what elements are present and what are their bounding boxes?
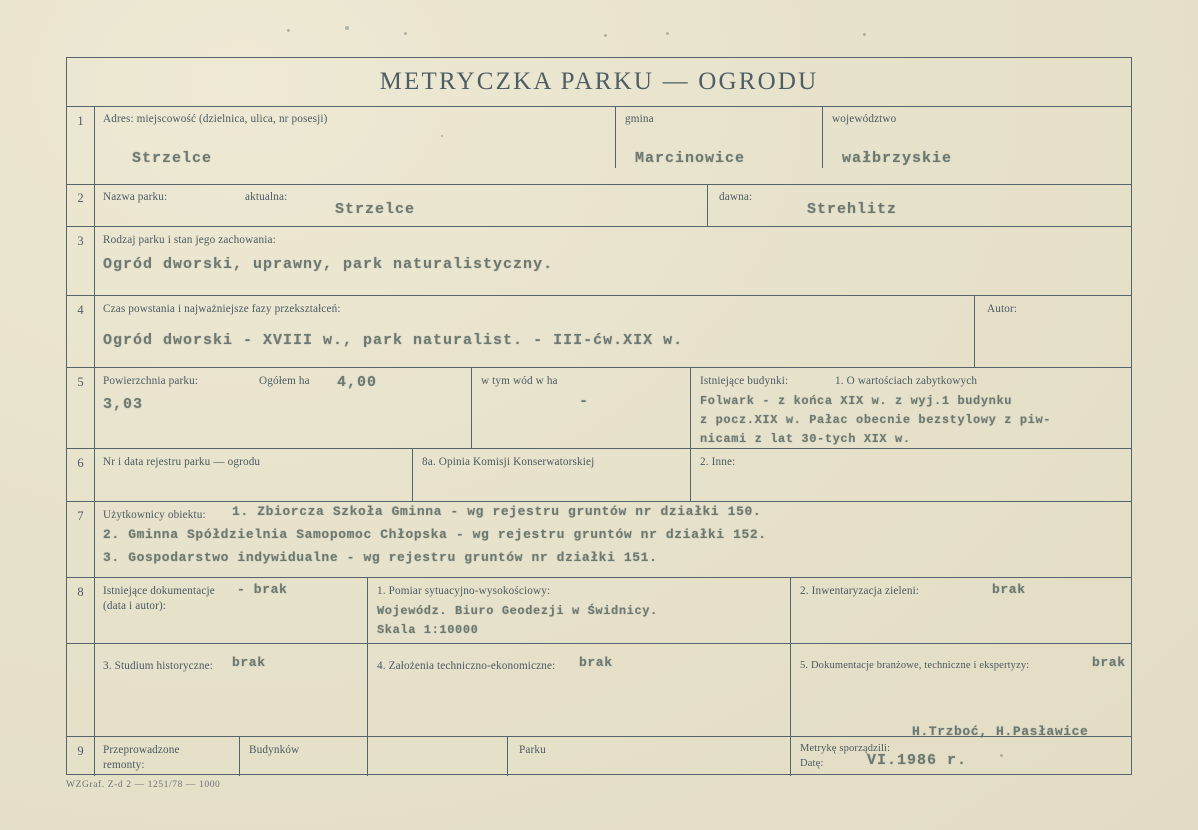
row-number: 6 (77, 456, 84, 470)
label-park-type: Rodzaj parku i stan jego zachowania: (103, 234, 276, 246)
value-buildings-line-2: z pocz.XIX w. Pałac obecnie bezstylowy z piw- (700, 413, 1052, 427)
label-doc-3: 3. Studium historyczne: (103, 660, 214, 672)
value-area-total: 4,00 (337, 374, 378, 391)
row-number: 9 (77, 744, 84, 758)
label-doc-5: 5. Dokumentacje branżowe, techniczne i ekspertyzy: (800, 660, 1030, 671)
label-doc-4: 4. Założenia techniczno-ekonomiczne: (377, 660, 556, 672)
label-date: Datę: (800, 758, 824, 769)
value-gmina: Marcinowice (635, 150, 746, 167)
divider (67, 367, 1131, 368)
row-number: 4 (77, 303, 84, 317)
value-current-name: Strzelce (335, 201, 416, 218)
label-wojewodztwo: województwo (832, 113, 897, 125)
divider (707, 184, 708, 226)
print-code-footer: WZGraf. Z-d 2 — 1251/78 — 1000 (66, 780, 221, 790)
divider (471, 367, 472, 448)
value-doc-1-line-1: Wojewódz. Biuro Geodezji w Świdnicy. (377, 604, 658, 618)
divider (67, 577, 1131, 578)
divider (615, 106, 616, 168)
label-prepared-by: Metrykę sporządzili: (800, 743, 891, 754)
divider (67, 226, 1131, 227)
value-area: 3,03 (103, 396, 144, 413)
label-existing-buildings: Istniejące budynki: (700, 375, 789, 387)
row-number: 7 (77, 509, 84, 523)
page-title: METRYCZKA PARKU — OGRODU (379, 68, 819, 95)
value-former-name: Strehlitz (807, 201, 898, 218)
label-former-name: dawna: (719, 191, 753, 203)
divider (67, 295, 1131, 296)
row-number: 3 (77, 234, 84, 248)
value-user-line-3: 3. Gospodarstwo indywidualne - wg rejestru gruntów nr działki 151. (103, 550, 658, 565)
value-user-line-2: 2. Gminna Spółdzielnia Samopomoc Chłopska - wg rejestru gruntów nr działki 152. (103, 527, 767, 542)
divider (690, 367, 691, 448)
value-date: VI.1986 r. (867, 752, 968, 769)
paper-speckle (863, 33, 866, 36)
value-park-type: Ogród dworski, uprawny, park naturalistyczny. (103, 256, 554, 273)
divider (67, 184, 1131, 185)
label-existing-documentation: Istniejące dokumentacje (103, 585, 215, 597)
label-other: 2. Inne: (700, 456, 736, 468)
label-author: Autor: (987, 303, 1018, 315)
label-users: Użytkownicy obiektu: (103, 509, 206, 521)
paper-speckle (604, 34, 607, 37)
label-heritage-buildings: 1. O wartościach zabytkowych (835, 375, 978, 387)
label-repairs-park: Parku (519, 744, 546, 756)
divider (507, 736, 508, 776)
value-doc-5: brak (1092, 655, 1126, 670)
paper-speckle (404, 32, 407, 35)
value-existing-documentation: - brak (237, 582, 288, 597)
divider (67, 106, 1131, 107)
divider (239, 736, 240, 776)
label-area-total: Ogółem ha (259, 375, 310, 387)
row-number: 5 (77, 375, 84, 389)
label-repairs-buildings: Budynków (249, 744, 300, 756)
label-gmina: gmina (625, 113, 654, 125)
value-buildings-line-3: nicami z lat 30-tych XIX w. (700, 432, 911, 446)
label-creation-time: Czas powstania i najważniejsze fazy przekształceń: (103, 303, 341, 315)
divider (412, 448, 413, 501)
row-number: 8 (77, 585, 84, 599)
divider (822, 106, 823, 168)
label-address: Adres: miejscowość (dzielnica, ulica, nr posesji) (103, 113, 328, 125)
value-water-area: - (579, 393, 590, 410)
value-doc-4: brak (579, 655, 613, 670)
label-conservation-opinion: 8a. Opinia Komisji Konserwatorskiej (422, 456, 595, 468)
paper-speckle (345, 26, 349, 30)
label-doc-2: 2. Inwentaryzacja zieleni: (800, 585, 920, 597)
divider (790, 736, 791, 776)
form-sheet (66, 57, 1132, 775)
divider (974, 295, 975, 367)
divider (690, 448, 691, 501)
divider (67, 448, 1131, 449)
paper-speckle (666, 32, 669, 35)
label-park-name: Nazwa parku: (103, 191, 168, 203)
label-register-number: Nr i data rejestru parku — ogrodu (103, 456, 261, 468)
value-address: Strzelce (132, 150, 213, 167)
value-user-line-1: 1. Zbiorcza Szkoła Gminna - wg rejestru gruntów nr działki 150. (232, 504, 762, 519)
value-prepared-by: H.Trzboć, H.Pasławice (912, 724, 1089, 739)
divider (790, 577, 791, 643)
divider (367, 577, 368, 776)
label-repairs: Przeprowadzone (103, 744, 180, 756)
divider (67, 501, 1131, 502)
paper-speckle (287, 29, 290, 32)
value-doc-3: brak (232, 655, 266, 670)
value-creation-time: Ogród dworski - XVIII w., park naturalist. - III-ćw.XIX w. (103, 332, 684, 349)
divider (67, 643, 1131, 644)
label-water-area: w tym wód w ha (481, 375, 558, 387)
value-wojewodztwo: wałbrzyskie (842, 150, 953, 167)
divider (94, 106, 95, 776)
row-number: 2 (77, 191, 84, 205)
label-current-name: aktualna: (245, 191, 288, 203)
label-doc-1: 1. Pomiar sytuacyjno-wysokościowy: (377, 585, 551, 597)
row-number: 1 (77, 114, 84, 128)
value-doc-2: brak (992, 582, 1026, 597)
label-repairs-second-line: remonty: (103, 759, 145, 771)
value-buildings-line-1: Folwark - z końca XIX w. z wyj.1 budynku (700, 394, 1013, 408)
label-area: Powierzchnia parku: (103, 375, 199, 387)
label-documentation-sub: (data i autor): (103, 600, 167, 612)
value-doc-1-line-2: Skala 1:10000 (377, 623, 479, 637)
